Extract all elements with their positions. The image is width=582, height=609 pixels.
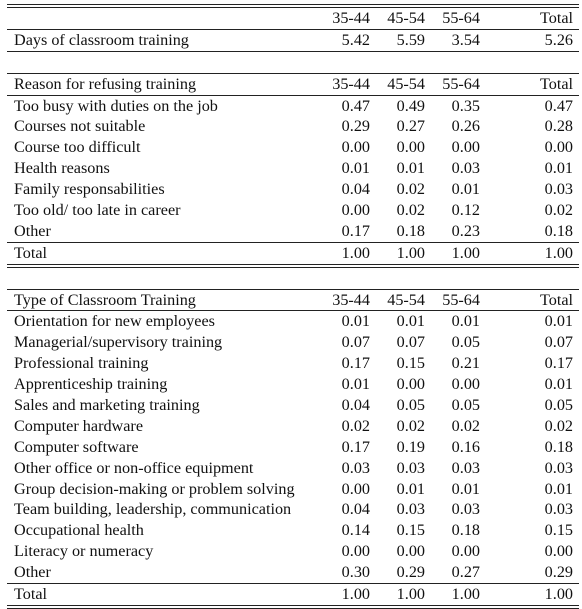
cell-45-54: 0.18 [396,221,425,240]
table-row [7,311,579,332]
cell-45-54: 0.00 [396,542,425,561]
cell-55-64: 0.05 [451,333,480,352]
cell-total: 0.02 [544,201,573,220]
row-label: Managerial/supervisory training [14,333,223,352]
cell-total: 1.00 [544,585,573,604]
table-row [7,499,579,520]
cell-35-44: 0.30 [341,563,370,582]
cell-45-54: 0.01 [396,159,425,178]
cell-35-44: 0.00 [341,479,370,498]
header-row-days [7,8,579,29]
cell-35-44: 1.00 [341,585,370,604]
row-label: Other office or non-office equipment [14,458,254,477]
row-label: Computer software [14,437,139,456]
header-row-types [7,290,579,311]
col-header-total: Total [539,9,573,27]
section-gap [7,268,579,289]
header-row-reasons [7,74,579,95]
cell-35-44: 0.00 [341,138,370,157]
cell-35-44: 0.14 [341,521,370,540]
cell-35-44: 0.03 [341,458,370,477]
cell-total: 0.29 [544,563,573,582]
cell-35-44: 0.01 [341,312,370,331]
cell-45-54: 0.01 [396,479,425,498]
cell-total: 0.01 [544,375,573,394]
cell-45-54: 0.02 [396,180,425,199]
cell-total: 0.17 [544,354,573,373]
cell-total: 0.00 [544,138,573,157]
row-label: Professional training [14,354,149,373]
col-header-35-44: 35-44 [332,290,370,309]
cell-55-64: 0.05 [451,396,480,415]
row-label: Course too difficult [14,138,141,157]
table-row [7,200,579,221]
cell-total: 5.26 [544,30,573,49]
row-label: Too busy with duties on the job [14,96,218,115]
col-header-total: Total [539,290,573,309]
cell-45-54: 0.15 [396,354,425,373]
cell-35-44: 0.04 [341,180,370,199]
row-label: Other [14,563,51,582]
cell-35-44: 0.02 [341,416,370,435]
cell-total: 0.47 [544,96,573,115]
cell-55-64: 1.00 [451,585,480,604]
cell-35-44: 0.07 [341,333,370,352]
cell-35-44: 0.04 [341,396,370,415]
cell-35-44: 0.01 [341,159,370,178]
cell-45-54: 0.01 [396,312,425,331]
table-row [7,437,579,458]
types-body [7,311,579,583]
cell-45-54: 0.03 [396,458,425,477]
reasons-total-row [7,243,579,264]
cell-45-54: 1.00 [396,585,425,604]
cell-55-64: 0.12 [451,201,480,220]
cell-total: 0.07 [544,333,573,352]
row-label: Literacy or numeracy [14,542,154,561]
table-row [7,137,579,158]
cell-55-64: 0.00 [451,138,480,157]
col-header-55-64: 55-64 [442,290,480,309]
cell-total: 0.03 [544,180,573,199]
col-header-55-64: 55-64 [442,74,480,93]
cell-55-64: 0.02 [451,416,480,435]
cell-35-44: 5.42 [341,30,370,49]
table-row [7,562,579,583]
cell-total: 0.00 [544,542,573,561]
cell-35-44: 1.00 [341,243,370,262]
cell-total: 0.18 [544,221,573,240]
table-row [7,353,579,374]
cell-55-64: 0.01 [451,312,480,331]
section-header: Type of Classroom Training [14,290,196,309]
cell-45-54: 0.27 [396,117,425,136]
cell-45-54: 0.49 [396,96,425,115]
col-header-35-44: 35-44 [332,74,370,93]
cell-45-54: 0.00 [396,138,425,157]
cell-45-54: 5.59 [396,30,425,49]
table-row [7,541,579,562]
cell-45-54: 0.02 [396,201,425,220]
cell-45-54: 0.07 [396,333,425,352]
col-header-35-44: 35-44 [332,9,370,27]
col-header-45-54: 45-54 [387,74,425,93]
col-header-55-64: 55-64 [442,9,480,27]
cell-35-44: 0.47 [341,96,370,115]
reasons-body [7,96,579,242]
days-row [7,30,579,51]
table-row [7,520,579,541]
cell-55-64: 0.26 [451,117,480,136]
cell-45-54: 0.05 [396,396,425,415]
col-header-45-54: 45-54 [387,9,425,27]
cell-total: 0.03 [544,500,573,519]
cell-45-54: 1.00 [396,243,425,262]
cell-35-44: 0.17 [341,437,370,456]
section-double-rule [7,264,579,268]
row-label: Team building, leadership, communication [14,500,292,519]
cell-35-44: 0.00 [341,201,370,220]
table-row [7,374,579,395]
table-row [7,479,579,500]
cell-total: 0.02 [544,416,573,435]
row-label: Too old/ too late in career [14,201,181,220]
cell-55-64: 0.35 [451,96,480,115]
row-label: Health reasons [14,159,110,178]
training-table [7,4,579,609]
cell-total: 0.01 [544,479,573,498]
row-label: Apprenticeship training [14,375,168,394]
cell-55-64: 0.23 [451,221,480,240]
cell-55-64: 0.03 [451,500,480,519]
table-row [7,395,579,416]
row-label: Total [14,243,48,262]
table-row [7,332,579,353]
table-row [7,416,579,437]
row-label: Group decision-making or problem solving [14,479,295,498]
cell-45-54: 0.02 [396,416,425,435]
cell-55-64: 0.00 [451,542,480,561]
cell-55-64: 0.16 [451,437,480,456]
section-header: Reason for refusing training [14,74,197,93]
cell-45-54: 0.03 [396,500,425,519]
cell-total: 0.01 [544,312,573,331]
cell-total: 0.05 [544,396,573,415]
cell-55-64: 0.21 [451,354,480,373]
table-row [7,158,579,179]
cell-55-64: 0.01 [451,479,480,498]
types-total-row [7,584,579,605]
cell-35-44: 0.29 [341,117,370,136]
cell-35-44: 0.00 [341,542,370,561]
table-row [7,179,579,200]
cell-35-44: 0.01 [341,375,370,394]
row-label: Computer hardware [14,416,144,435]
table-row [7,221,579,242]
row-label: Family responsabilities [14,180,165,199]
cell-total: 0.01 [544,159,573,178]
table-row [7,116,579,137]
table-row [7,458,579,479]
cell-45-54: 0.15 [396,521,425,540]
row-label: Days of classroom training [14,30,189,49]
cell-45-54: 0.00 [396,375,425,394]
row-label: Occupational health [14,521,144,540]
section-end-rule [7,51,579,52]
cell-45-54: 0.19 [396,437,425,456]
cell-55-64: 1.00 [451,243,480,262]
cell-55-64: 0.01 [451,180,480,199]
cell-total: 0.28 [544,117,573,136]
cell-55-64: 0.00 [451,375,480,394]
cell-total: 0.03 [544,458,573,477]
cell-55-64: 0.27 [451,563,480,582]
row-label: Orientation for new employees [14,312,215,331]
cell-55-64: 0.18 [451,521,480,540]
cell-45-54: 0.29 [396,563,425,582]
cell-total: 0.18 [544,437,573,456]
table-row [7,96,579,117]
cell-55-64: 0.03 [451,159,480,178]
cell-total: 1.00 [544,243,573,262]
section-gap [7,52,579,73]
cell-35-44: 0.04 [341,500,370,519]
cell-total: 0.15 [544,521,573,540]
col-header-45-54: 45-54 [387,290,425,309]
row-label: Sales and marketing training [14,396,200,415]
cell-55-64: 0.03 [451,458,480,477]
row-label: Courses not suitable [14,117,146,136]
cell-35-44: 0.17 [341,221,370,240]
row-label: Other [14,221,51,240]
cell-35-44: 0.17 [341,354,370,373]
cell-55-64: 3.54 [451,30,480,49]
row-label: Total [14,585,48,604]
col-header-total: Total [539,74,573,93]
